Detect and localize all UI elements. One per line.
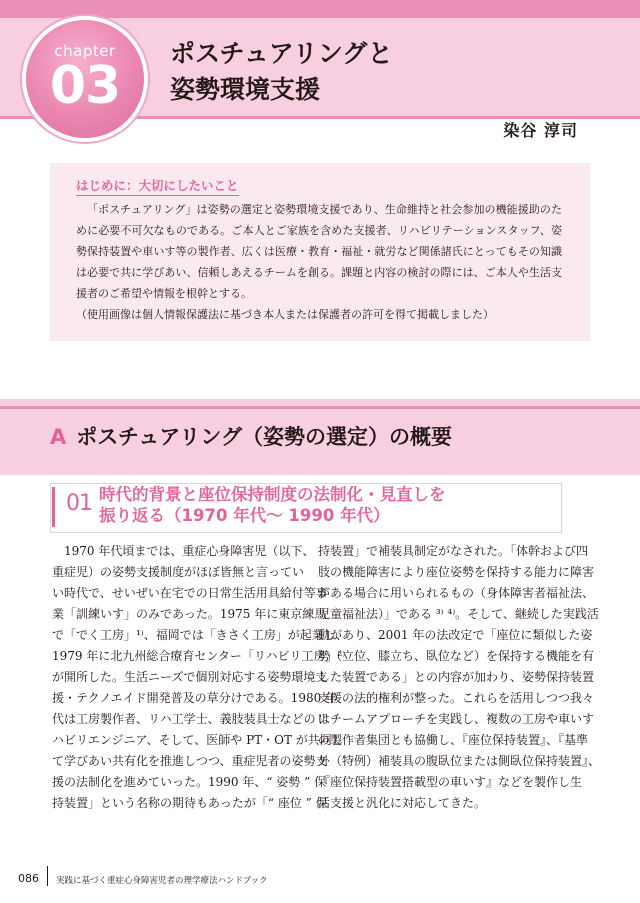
author-name: 染谷 淳司 <box>503 121 578 140</box>
subsection-number: 01 <box>66 491 92 516</box>
subsection-bar-icon <box>52 487 60 527</box>
chapter-title <box>170 36 393 108</box>
chapter-title-line: ポスチュアリングと <box>170 39 393 68</box>
top-stripe <box>0 0 640 18</box>
body-line: 1970 年代頃までは、重症心身障害児（以下、 <box>52 544 315 558</box>
section-title: ポスチュアリング（姿勢の選定）の概要 <box>76 425 452 449</box>
body-line: 動があり、2001 年の法改定で「座位に類似した姿 <box>318 628 593 642</box>
body-line: がある場合に用いられるもの（身体障害者福祉法、 <box>318 586 595 600</box>
section-letter: A <box>50 425 67 449</box>
body-column-right <box>318 541 601 814</box>
section-a-divider <box>0 406 640 409</box>
intro-note: （使用画像は個人情報保護法に基づき本人または保護者の許可を得て掲載しました） <box>76 308 494 321</box>
body-line: はチームアプローチを実践し、複数の工房や車いす <box>318 712 595 726</box>
body-line: ハビリエンジニア、そして、医師や PT・OT が共同し <box>52 733 344 747</box>
intro-paragraph: 「ポスチュアリング」は姿勢の選定と姿勢環境支援であり、生命維持と社会参加の機能援助のために必要不可欠なものである。ご本人とご家族を含めた支援者、リハビリテーションスタッフ、姿勢保持装置や車いす等の製作者、広くは医療・教育・福祉・就労など関係諸氏にとってもその知識は必要で共に学びあい、信頼しあえるチームを創る。課題と内容の検討の際には、ご本人や生活支援者のご希望や情報を根幹とする。 <box>76 203 562 300</box>
body-line: 業「訓練いす」のみであった。1975 年に東京練馬 <box>52 607 327 621</box>
chapter-title-line: 姿勢環境支援 <box>170 75 321 104</box>
body-line: て学びあい共有化を推進しつつ、重症児者の姿勢支 <box>52 754 328 768</box>
body-line: い時代で、せいぜい在宅での日常生活用具給付等事 <box>52 586 328 600</box>
body-line: 『座位保持装置搭載型の車いす』などを製作し生 <box>318 775 583 789</box>
chapter-label: chapter <box>54 42 116 60</box>
footer-divider <box>47 866 48 886</box>
body-line: 代は工房製作者、リハ工学士、義肢装具士などのリ <box>52 712 328 726</box>
body-line: 援・テクノエイド開発普及の草分けである。1980 年 <box>52 691 338 705</box>
intro-body <box>76 199 562 325</box>
intro-box <box>50 163 590 341</box>
body-line: 児童福祉法）」である ³⁾ ⁴⁾。そして、継続した実践活 <box>318 607 599 621</box>
chapter-badge <box>26 20 144 138</box>
body-line: 持装置」で補装具制定がなされた。「体幹および四 <box>318 544 589 558</box>
body-line: 活支援と汎化に対応してきた。 <box>318 796 487 810</box>
body-line: 持装置」という名称の期待もあったが「“ 座位 ” 保 <box>52 796 328 810</box>
body-line: 外（特例）補装具の腹臥位または側臥位保持装置』、 <box>318 754 601 768</box>
page-number: 086 <box>18 872 39 885</box>
body-line: の製作者集団とも協働し、『座位保持装置』、『基準 <box>318 733 589 747</box>
body-line: 支援の法的権利が整った。これらを活用しつつ我々 <box>318 691 595 705</box>
subsection-title <box>99 484 446 526</box>
subsection-title-line: 振り返る（1970 年代～ 1990 年代） <box>99 506 390 525</box>
section-a-heading <box>50 421 452 451</box>
chapter-number: 03 <box>49 56 121 116</box>
body-line: 援の法制化を進めていった。1990 年、“ 姿勢 ” 保 <box>52 775 327 789</box>
body-line: 重症児）の姿勢支援制度がほぼ皆無と言ってい <box>52 565 305 579</box>
body-line: 勢（立位、膝立ち、臥位など）を保持する機能を有 <box>318 649 595 663</box>
body-line: した装置である」との内容が加わり、姿勢保持装置 <box>318 670 595 684</box>
body-line: 肢の機能障害により座位姿勢を保持する能力に障害 <box>318 565 595 579</box>
body-line: で「でく工房」¹⁾、福岡では「きさく工房」が起業し、 <box>52 628 348 642</box>
subsection-title-line: 時代的背景と座位保持制度の法制化・見直しを <box>99 485 446 504</box>
running-title: 実践に基づく重症心身障害児者の理学療法ハンドブック <box>56 876 268 886</box>
body-line: 1979 年に北九州総合療育センター「リハビリ工房」²⁾ <box>52 649 346 663</box>
intro-heading: はじめに：大切にしたいこと <box>76 176 239 196</box>
body-line: が開所した。生活ニーズで個別対応する姿勢環境支 <box>52 670 328 684</box>
body-column-left <box>52 541 348 814</box>
